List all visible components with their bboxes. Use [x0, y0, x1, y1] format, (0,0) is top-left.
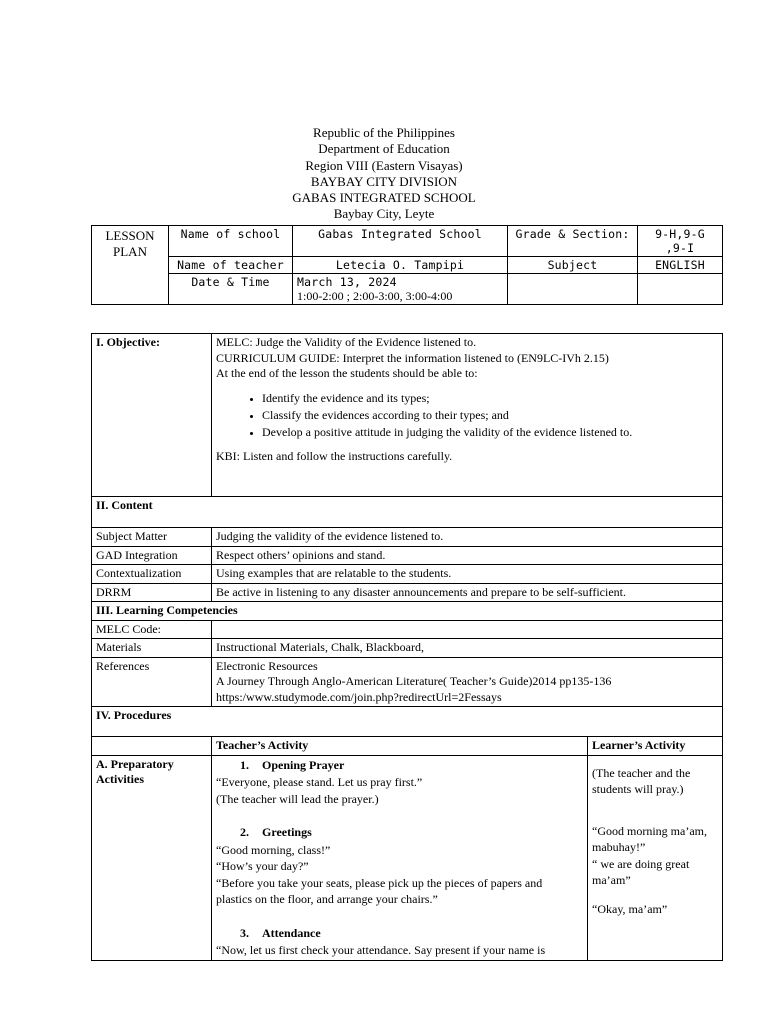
content-value: Be active in listening to any disaster announcements and prepare to be self-sufficient. [212, 583, 723, 602]
date-time-cell [293, 274, 508, 305]
procedures-heading: IV. Procedures [96, 708, 172, 722]
date-label: Date & Time [169, 274, 293, 305]
learner-line: students will pray.) [592, 782, 684, 796]
learner-activity-cell [588, 755, 723, 960]
header-line: Republic of the Philippines [313, 125, 455, 140]
grade-value: 9-H,9-G ,9-I [638, 226, 723, 257]
step-heading: 3. Attendance [240, 925, 321, 940]
date-value: March 13, 2024 [297, 275, 397, 289]
time-value: 1:00-2:00 ; 2:00-3:00, 3:00-4:00 [297, 289, 453, 303]
subject-value: ENGLISH [638, 257, 723, 274]
learner-activity-header: Learner’s Activity [588, 737, 723, 756]
list-item: • Classify the evidences according to their types; and [262, 407, 718, 424]
kbi-text: KBI: Listen and follow the instructions carefully. [216, 448, 453, 463]
content-label: Subject Matter [92, 528, 212, 547]
lesson-info-table [91, 225, 723, 305]
teacher-line: “Before you take your seats, please pick up the pieces of papers and [216, 875, 543, 890]
teacher-line: (The teacher will lead the prayer.) [216, 791, 379, 806]
teacher-line: “Everyone, please stand. Let us pray first.” [216, 775, 423, 789]
teacher-activity-header: Teacher’s Activity [212, 737, 588, 756]
reference-line: A Journey Through Anglo-American Literature( Teacher’s Guide)2014 pp135-136 [216, 674, 612, 688]
empty-cell [508, 274, 638, 305]
grade-label: Grade & Section: [508, 226, 638, 257]
objective-intro: At the end of the lesson the students should be able to: [216, 366, 478, 380]
header-line: Department of Education [318, 141, 450, 157]
list-item: • Develop a positive attitude in judging the validity of the evidence listened to. [262, 424, 718, 441]
preparatory-label-cell [92, 755, 212, 960]
materials-value: Instructional Materials, Chalk, Blackboard, [212, 639, 723, 658]
learner-line: mabuhay!” [592, 840, 646, 854]
teacher-line: “Now, let us first check your attendance. Say present if your name is [216, 943, 546, 957]
empty-cell [638, 274, 723, 305]
references-label: References [92, 657, 212, 707]
teacher-activity-cell [212, 755, 588, 960]
materials-label: Materials [92, 639, 212, 658]
reference-line: https:/www.studymode.com/join.php?redirectUrl=2Fessays [216, 689, 502, 704]
objective-heading-cell [92, 334, 212, 497]
objective-list [216, 390, 718, 441]
content-value: Using examples that are relatable to the students. [212, 565, 723, 584]
learner-line: “Good morning ma’am, [592, 823, 707, 838]
objective-heading: I. Objective: [96, 335, 160, 349]
competencies-heading-cell [92, 602, 723, 621]
teacher-line: “Good morning, class!” [216, 842, 331, 857]
document-header [0, 125, 768, 223]
melc-code-label: MELC Code: [92, 620, 212, 639]
school-value: Gabas Integrated School [293, 226, 508, 257]
step-heading: 2. Greetings [240, 825, 312, 839]
content-heading-cell [92, 497, 723, 528]
preparatory-label: A. Preparatory [96, 756, 174, 771]
reference-line: Electronic Resources [216, 658, 318, 673]
melc-text: MELC: Judge the Validity of the Evidence listened to. [216, 335, 477, 349]
learner-line: “ we are doing great [592, 856, 690, 871]
header-line: BAYBAY CITY DIVISION [310, 173, 458, 189]
header-line: Baybay City, Leyte [333, 206, 435, 222]
content-value: Judging the validity of the evidence listened to. [212, 528, 723, 547]
content-value: Respect others’ opinions and stand. [212, 546, 723, 565]
list-item: • Identify the evidence and its types; [262, 390, 718, 407]
objective-body [212, 334, 723, 497]
teacher-line: “How’s your day?” [216, 859, 309, 873]
preparatory-label: Activities [96, 772, 144, 786]
melc-code-value [212, 620, 723, 639]
procedures-heading-cell [92, 707, 723, 737]
header-line: GABAS INTEGRATED SCHOOL [292, 190, 476, 206]
content-label: GAD Integration [92, 546, 212, 565]
lesson-plan-label: LESSON PLAN [92, 226, 169, 305]
curriculum-text: CURRICULUM GUIDE: Interpret the information listened to (EN9LC-IVh 2.15) [216, 350, 609, 365]
lesson-plan-table [91, 333, 723, 961]
teacher-line: plastics on the floor, and arrange your chairs.” [216, 892, 438, 906]
header-line: Region VIII (Eastern Visayas) [305, 157, 463, 173]
empty-cell [92, 737, 212, 756]
step-heading: 1. Opening Prayer [240, 757, 345, 772]
teacher-value: Letecia O. Tampipi [293, 257, 508, 274]
subject-label: Subject [508, 257, 638, 274]
teacher-label: Name of teacher [169, 257, 293, 274]
school-label: Name of school [169, 226, 293, 257]
learner-line: ma’am” [592, 873, 631, 887]
learner-line: (The teacher and the [592, 765, 691, 780]
content-heading: II. Content [96, 498, 153, 512]
learner-line: “Okay, ma’am” [592, 901, 668, 916]
content-label: DRRM [92, 583, 212, 602]
content-label: Contextualization [92, 565, 212, 584]
competencies-heading: III. Learning Competencies [96, 603, 238, 617]
references-value [212, 657, 723, 707]
